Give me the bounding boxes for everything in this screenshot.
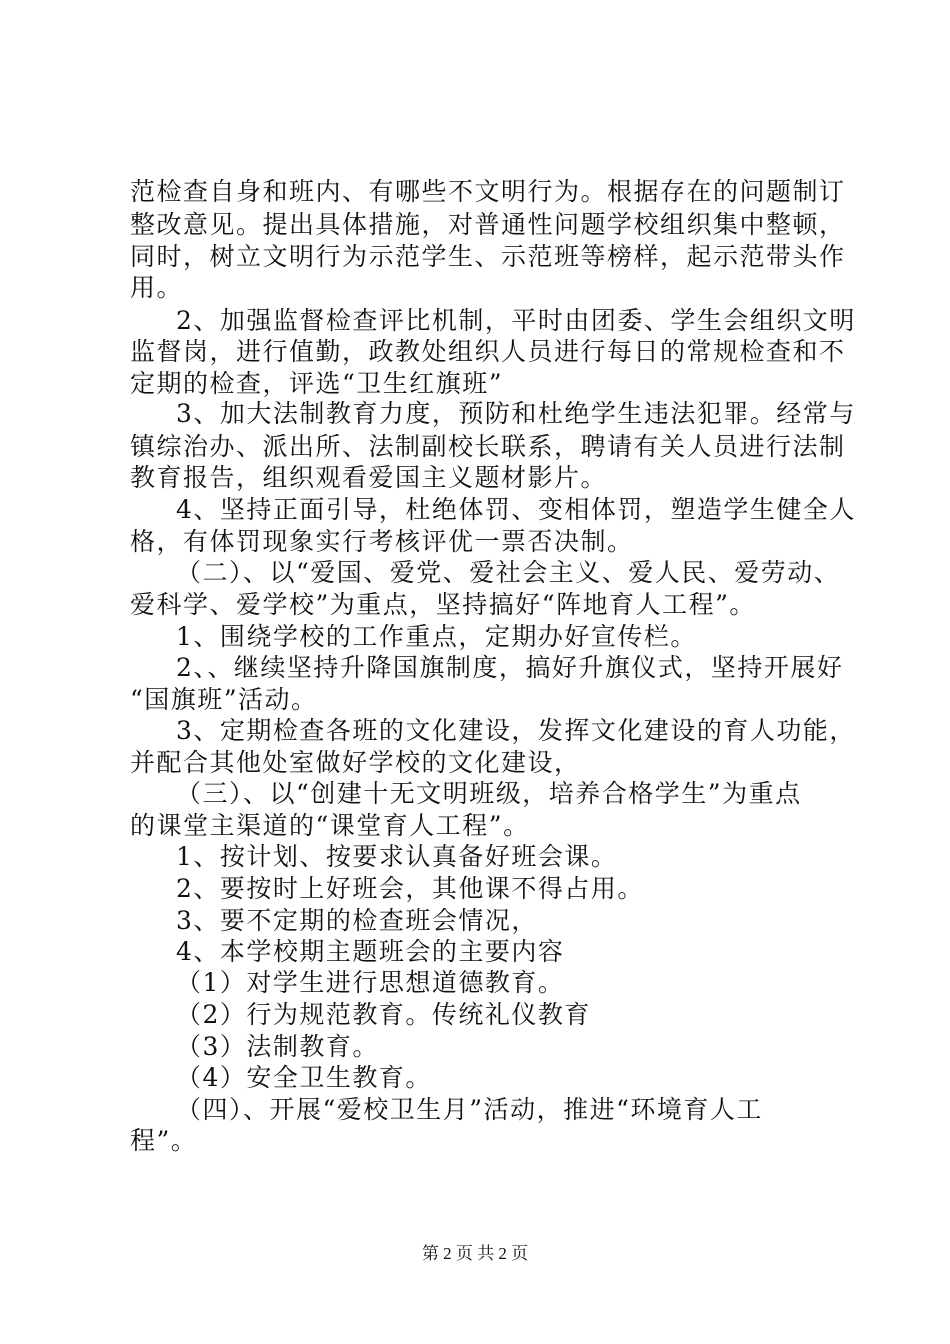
text-line: 2、要按时上好班会，其他课不得占用。	[176, 874, 644, 903]
text-line: 4、本学校期主题班会的主要内容	[176, 937, 565, 966]
text-line: 1、按计划、按要求认真备好班会课。	[176, 842, 618, 871]
text-line: 监督岗，进行值勤，政教处组织人员进行每日的常规检查和不	[130, 337, 846, 366]
text-line: 程”。	[130, 1126, 198, 1155]
text-line: 同时，树立文明行为示范学生、示范班等榜样，起示范带头作	[130, 242, 846, 271]
text-line: 整改意见。提出具体措施，对普通性问题学校组织集中整顿，	[130, 210, 846, 239]
text-line: 1、围绕学校的工作重点，定期办好宣传栏。	[176, 622, 697, 651]
text-line: 的课堂主渠道的“课堂育人工程”。	[130, 811, 530, 840]
text-line: 镇综治办、派出所、法制副校长联系，聘请有关人员进行法制	[130, 432, 846, 461]
text-line: （二）、以“爱国、爱党、爱社会主义、爱人民、爱劳动、	[176, 558, 841, 587]
text-line: （2）行为规范教育。传统礼仪教育	[176, 1000, 591, 1029]
text-line: 定期的检查，评选“卫生红旗班”	[130, 369, 504, 398]
text-line: 2、、继续坚持升降国旗制度，搞好升旗仪式，坚持开展好	[176, 653, 844, 682]
text-line: （3）法制教育。	[176, 1032, 379, 1061]
text-line: 并配合其他处室做好学校的文化建设，	[130, 748, 581, 777]
text-line: 爱科学、爱学校”为重点，坚持搞好“阵地育人工程”。	[130, 590, 756, 619]
text-line: （4）安全卫生教育。	[176, 1063, 432, 1092]
text-line: 格，有体罚现象实行考核评优一票否决制。	[130, 527, 634, 556]
page-number-footer: 第 2 页 共 2 页	[421, 1244, 529, 1263]
text-line: “国旗班”活动。	[130, 685, 318, 714]
text-line: 3、定期检查各班的文化建设，发挥文化建设的育人功能，	[176, 716, 856, 745]
text-line: （1）对学生进行思想道德教育。	[176, 968, 565, 997]
text-line: 3、加大法制教育力度，预防和杜绝学生违法犯罪。经常与	[176, 399, 856, 428]
text-line: 2、加强监督检查评比机制，平时由团委、学生会组织文明	[176, 306, 856, 335]
text-line: 3、要不定期的检查班会情况，	[176, 906, 538, 935]
text-line: （三）、以“创建十无文明班级，培养合格学生”为重点	[176, 779, 802, 808]
text-line: 教育报告，组织观看爱国主义题材影片。	[130, 463, 608, 492]
text-line: 范检查自身和班内、有哪些不文明行为。根据存在的问题制订	[130, 177, 846, 206]
text-line: 4、坚持正面引导，杜绝体罚、变相体罚，塑造学生健全人	[176, 495, 856, 524]
text-line: 用。	[130, 273, 184, 302]
text-line: （四）、开展“爱校卫生月”活动，推进“环境育人工	[176, 1095, 763, 1124]
